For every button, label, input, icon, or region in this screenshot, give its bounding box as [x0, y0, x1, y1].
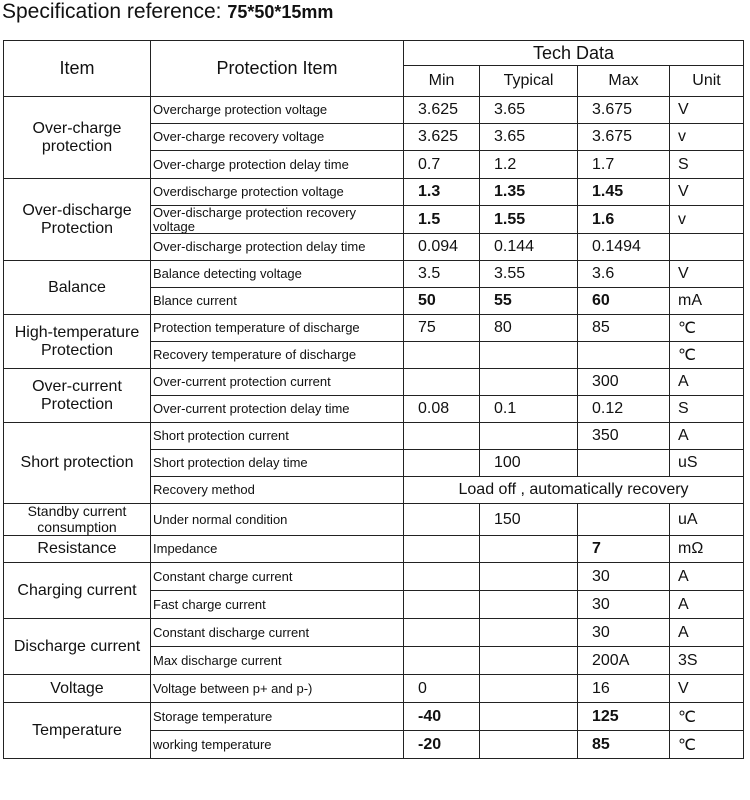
param-cell: Impedance	[151, 536, 404, 563]
max-cell: 1.6	[578, 206, 670, 234]
table-row	[4, 315, 744, 342]
typical-cell: 0.144	[480, 234, 578, 261]
param-cell: Over-discharge protection delay time	[151, 234, 404, 261]
param-cell: Over-charge protection delay time	[151, 151, 404, 179]
max-cell	[578, 504, 670, 536]
param-cell: Fast charge current	[151, 591, 404, 619]
typical-cell	[480, 342, 578, 369]
unit-cell: A	[670, 423, 744, 450]
header-protection-item: Protection Item	[151, 41, 404, 97]
typical-cell: 3.55	[480, 261, 578, 288]
param-cell: Short protection delay time	[151, 450, 404, 477]
param-cell: Recovery temperature of discharge	[151, 342, 404, 369]
min-cell: 0.094	[404, 234, 480, 261]
min-cell: 0.7	[404, 151, 480, 179]
typical-cell: 1.2	[480, 151, 578, 179]
param-cell: Storage temperature	[151, 703, 404, 731]
min-cell: 0.08	[404, 396, 480, 423]
header-unit: Unit	[670, 66, 744, 97]
max-cell: 0.12	[578, 396, 670, 423]
typical-cell: 100	[480, 450, 578, 477]
min-cell: -20	[404, 731, 480, 759]
param-cell: Constant discharge current	[151, 619, 404, 647]
typical-cell: 0.1	[480, 396, 578, 423]
typical-cell: 1.35	[480, 179, 578, 206]
max-cell: 350	[578, 423, 670, 450]
max-cell	[578, 342, 670, 369]
param-cell: Over-discharge protection recovery voltage	[151, 206, 404, 234]
unit-cell: uA	[670, 504, 744, 536]
typical-cell: 80	[480, 315, 578, 342]
param-cell: Balance detecting voltage	[151, 261, 404, 288]
min-cell	[404, 342, 480, 369]
unit-cell: mΩ	[670, 536, 744, 563]
unit-cell: v	[670, 124, 744, 151]
max-cell: 3.675	[578, 97, 670, 124]
unit-cell: A	[670, 591, 744, 619]
typical-cell	[480, 703, 578, 731]
min-cell: 1.3	[404, 179, 480, 206]
table-row	[4, 261, 744, 288]
max-cell: 1.7	[578, 151, 670, 179]
spec-table	[3, 40, 744, 759]
max-cell: 3.675	[578, 124, 670, 151]
param-cell: Overdischarge protection voltage	[151, 179, 404, 206]
min-cell	[404, 536, 480, 563]
table-row	[4, 619, 744, 647]
header-tech-data: Tech Data	[404, 41, 744, 66]
group-overcharge: Over-charge protection	[4, 97, 151, 179]
min-cell: 1.5	[404, 206, 480, 234]
typical-cell	[480, 591, 578, 619]
group-discharge: Discharge current	[4, 619, 151, 675]
group-overdischarge: Over-discharge Protection	[4, 179, 151, 261]
max-cell: 3.6	[578, 261, 670, 288]
max-cell: 0.1494	[578, 234, 670, 261]
recovery-method-value: Load off , automatically recovery	[404, 477, 744, 504]
min-cell	[404, 563, 480, 591]
max-cell: 85	[578, 315, 670, 342]
min-cell: 0	[404, 675, 480, 703]
typical-cell	[480, 423, 578, 450]
min-cell	[404, 369, 480, 396]
param-cell: working temperature	[151, 731, 404, 759]
unit-cell: A	[670, 563, 744, 591]
group-standby: Standby current consumption	[4, 504, 151, 536]
min-cell: 3.625	[404, 124, 480, 151]
typical-cell: 150	[480, 504, 578, 536]
param-cell: Recovery method	[151, 477, 404, 504]
table-row	[4, 179, 744, 206]
group-charging: Charging current	[4, 563, 151, 619]
unit-cell: ℃	[670, 703, 744, 731]
param-cell: Over-charge recovery voltage	[151, 124, 404, 151]
table-row	[4, 563, 744, 591]
title-prefix: Specification reference:	[2, 0, 222, 23]
max-cell: 1.45	[578, 179, 670, 206]
typical-cell: 55	[480, 288, 578, 315]
param-cell: Over-current protection current	[151, 369, 404, 396]
unit-cell: A	[670, 369, 744, 396]
max-cell: 30	[578, 563, 670, 591]
unit-cell	[670, 234, 744, 261]
table-row	[4, 97, 744, 124]
unit-cell: A	[670, 619, 744, 647]
param-cell: Protection temperature of discharge	[151, 315, 404, 342]
max-cell: 30	[578, 591, 670, 619]
title-dimensions: 75*50*15mm	[227, 2, 334, 22]
unit-cell: ℃	[670, 731, 744, 759]
min-cell	[404, 619, 480, 647]
unit-cell: V	[670, 97, 744, 124]
header-max: Max	[578, 66, 670, 97]
typical-cell	[480, 647, 578, 675]
table-row	[4, 369, 744, 396]
unit-cell: V	[670, 261, 744, 288]
unit-cell: S	[670, 396, 744, 423]
typical-cell: 3.65	[480, 124, 578, 151]
unit-cell: ℃	[670, 315, 744, 342]
typical-cell	[480, 675, 578, 703]
param-cell: Voltage between p+ and p-)	[151, 675, 404, 703]
typical-cell	[480, 536, 578, 563]
max-cell: 30	[578, 619, 670, 647]
unit-cell: V	[670, 179, 744, 206]
unit-cell: 3S	[670, 647, 744, 675]
table-row	[4, 536, 744, 563]
group-balance: Balance	[4, 261, 151, 315]
max-cell: 300	[578, 369, 670, 396]
min-cell: 50	[404, 288, 480, 315]
typical-cell: 1.55	[480, 206, 578, 234]
group-resistance: Resistance	[4, 536, 151, 563]
typical-cell	[480, 369, 578, 396]
table-row	[4, 675, 744, 703]
max-cell: 16	[578, 675, 670, 703]
table-row	[4, 703, 744, 731]
param-cell: Max discharge current	[151, 647, 404, 675]
max-cell	[578, 450, 670, 477]
min-cell: 3.5	[404, 261, 480, 288]
typical-cell	[480, 731, 578, 759]
min-cell	[404, 647, 480, 675]
group-high-temperature: High-temperature Protection	[4, 315, 151, 369]
unit-cell: uS	[670, 450, 744, 477]
max-cell: 7	[578, 536, 670, 563]
table-row	[4, 423, 744, 450]
min-cell	[404, 423, 480, 450]
param-cell: Constant charge current	[151, 563, 404, 591]
page-title	[2, 0, 333, 24]
max-cell: 60	[578, 288, 670, 315]
min-cell: 75	[404, 315, 480, 342]
group-voltage: Voltage	[4, 675, 151, 703]
unit-cell: mA	[670, 288, 744, 315]
min-cell	[404, 504, 480, 536]
typical-cell: 3.65	[480, 97, 578, 124]
header-typical: Typical	[480, 66, 578, 97]
header-min: Min	[404, 66, 480, 97]
param-cell: Under normal condition	[151, 504, 404, 536]
min-cell	[404, 450, 480, 477]
group-temperature: Temperature	[4, 703, 151, 759]
max-cell: 125	[578, 703, 670, 731]
unit-cell: ℃	[670, 342, 744, 369]
param-cell: Overcharge protection voltage	[151, 97, 404, 124]
typical-cell	[480, 619, 578, 647]
typical-cell	[480, 563, 578, 591]
unit-cell: S	[670, 151, 744, 179]
max-cell: 200A	[578, 647, 670, 675]
unit-cell: v	[670, 206, 744, 234]
param-cell: Blance current	[151, 288, 404, 315]
min-cell	[404, 591, 480, 619]
group-overcurrent: Over-current Protection	[4, 369, 151, 423]
unit-cell: V	[670, 675, 744, 703]
max-cell: 85	[578, 731, 670, 759]
param-cell: Over-current protection delay time	[151, 396, 404, 423]
table-row	[4, 504, 744, 536]
min-cell: -40	[404, 703, 480, 731]
group-short-protection: Short protection	[4, 423, 151, 504]
param-cell: Short protection current	[151, 423, 404, 450]
min-cell: 3.625	[404, 97, 480, 124]
header-item: Item	[4, 41, 151, 97]
